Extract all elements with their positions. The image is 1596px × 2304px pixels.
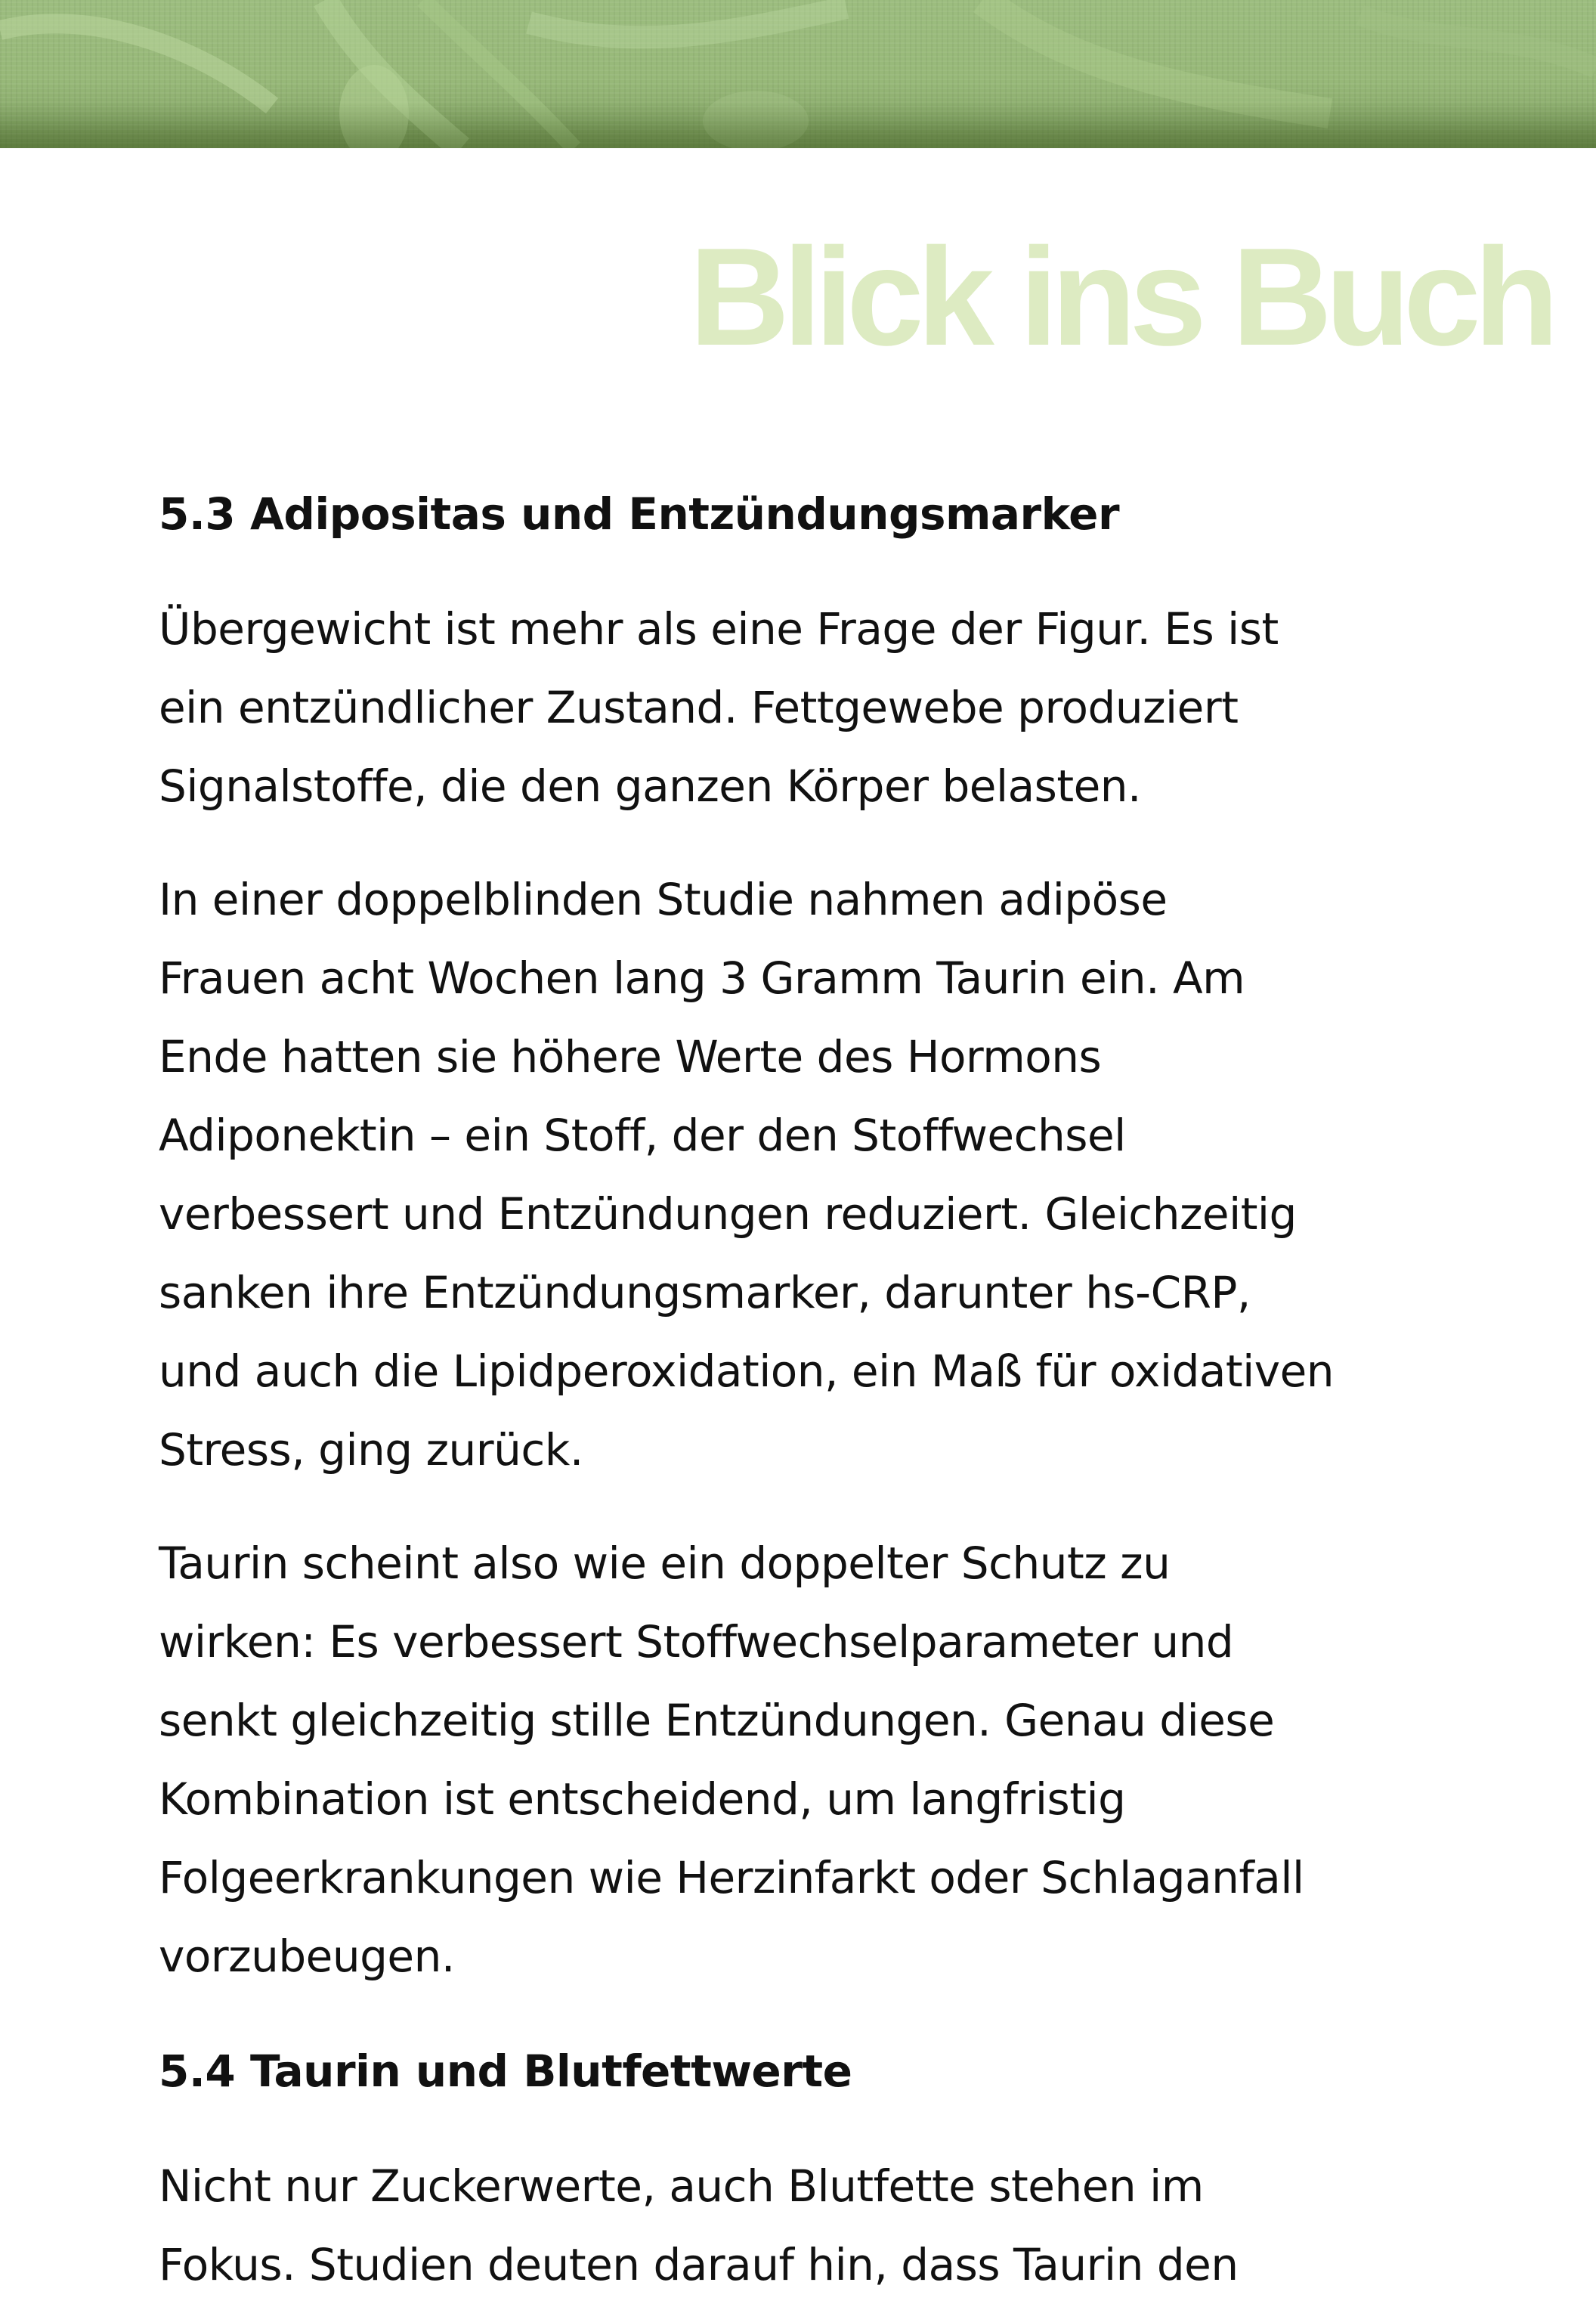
text-line: sanken ihre Entzündungsmarker, darunter hs-CRP, bbox=[159, 1267, 1251, 1318]
text-line: In einer doppelblinden Studie nahmen adipöse bbox=[159, 874, 1168, 925]
text-line: Adiponektin – ein Stoff, der den Stoffwechsel bbox=[159, 1110, 1126, 1161]
text-line: Frauen acht Wochen lang 3 Gramm Taurin ein. Am bbox=[159, 952, 1245, 1004]
page-title: Blick ins Buch bbox=[689, 218, 1552, 374]
paragraph-study bbox=[159, 860, 1474, 1489]
text-line: Nicht nur Zuckerwerte, auch Blutfette stehen im bbox=[159, 2160, 1204, 2212]
book-excerpt bbox=[159, 475, 1474, 2304]
text-line: Fokus. Studien deuten darauf hin, dass Taurin den bbox=[159, 2239, 1239, 2290]
text-line: Kombination ist entscheidend, um langfristig bbox=[159, 1773, 1126, 1825]
text-line: Taurin scheint also wie ein doppelter Schutz zu bbox=[159, 1538, 1171, 1589]
text-line: Signalstoffe, die den ganzen Körper belasten. bbox=[159, 760, 1141, 812]
text-line: und auch die Lipidperoxidation, ein Maß für oxidativen bbox=[159, 1346, 1335, 1397]
paragraph-double-protection bbox=[159, 1524, 1474, 1996]
text-line: Folgeerkrankungen wie Herzinfarkt oder Schlaganfall bbox=[159, 1852, 1304, 1903]
text-line: senkt gleichzeitig stille Entzündungen. Genau diese bbox=[159, 1695, 1275, 1746]
section-heading-5-3: 5.3 Adipositas und Entzündungsmarker bbox=[159, 488, 1120, 540]
banner-curve-4 bbox=[529, 8, 846, 37]
banner-curve-6 bbox=[1360, 15, 1596, 68]
header-banner bbox=[0, 0, 1596, 148]
text-line: vorzubeugen. bbox=[159, 1931, 455, 1982]
banner-curve-1 bbox=[0, 23, 272, 106]
text-line: Übergewicht ist mehr als eine Frage der Figur. Es ist bbox=[159, 603, 1279, 655]
text-line: verbessert und Entzündungen reduziert. Gleichzeitig bbox=[159, 1188, 1297, 1240]
banner-curve-5 bbox=[982, 0, 1330, 113]
paragraph-blood-lipids bbox=[159, 2147, 1474, 2304]
section-heading-5-4: 5.4 Taurin und Blutfettwerte bbox=[159, 2045, 852, 2097]
paragraph-obesity-intro bbox=[159, 590, 1474, 825]
banner-bottom-shade bbox=[0, 103, 1596, 148]
text-line: Stress, ging zurück. bbox=[159, 1424, 583, 1476]
text-line: wirken: Es verbessert Stoffwechselparameter und bbox=[159, 1616, 1234, 1668]
text-line: ein entzündlicher Zustand. Fettgewebe produziert bbox=[159, 682, 1239, 733]
text-line: Ende hatten sie höhere Werte des Hormons bbox=[159, 1031, 1102, 1082]
